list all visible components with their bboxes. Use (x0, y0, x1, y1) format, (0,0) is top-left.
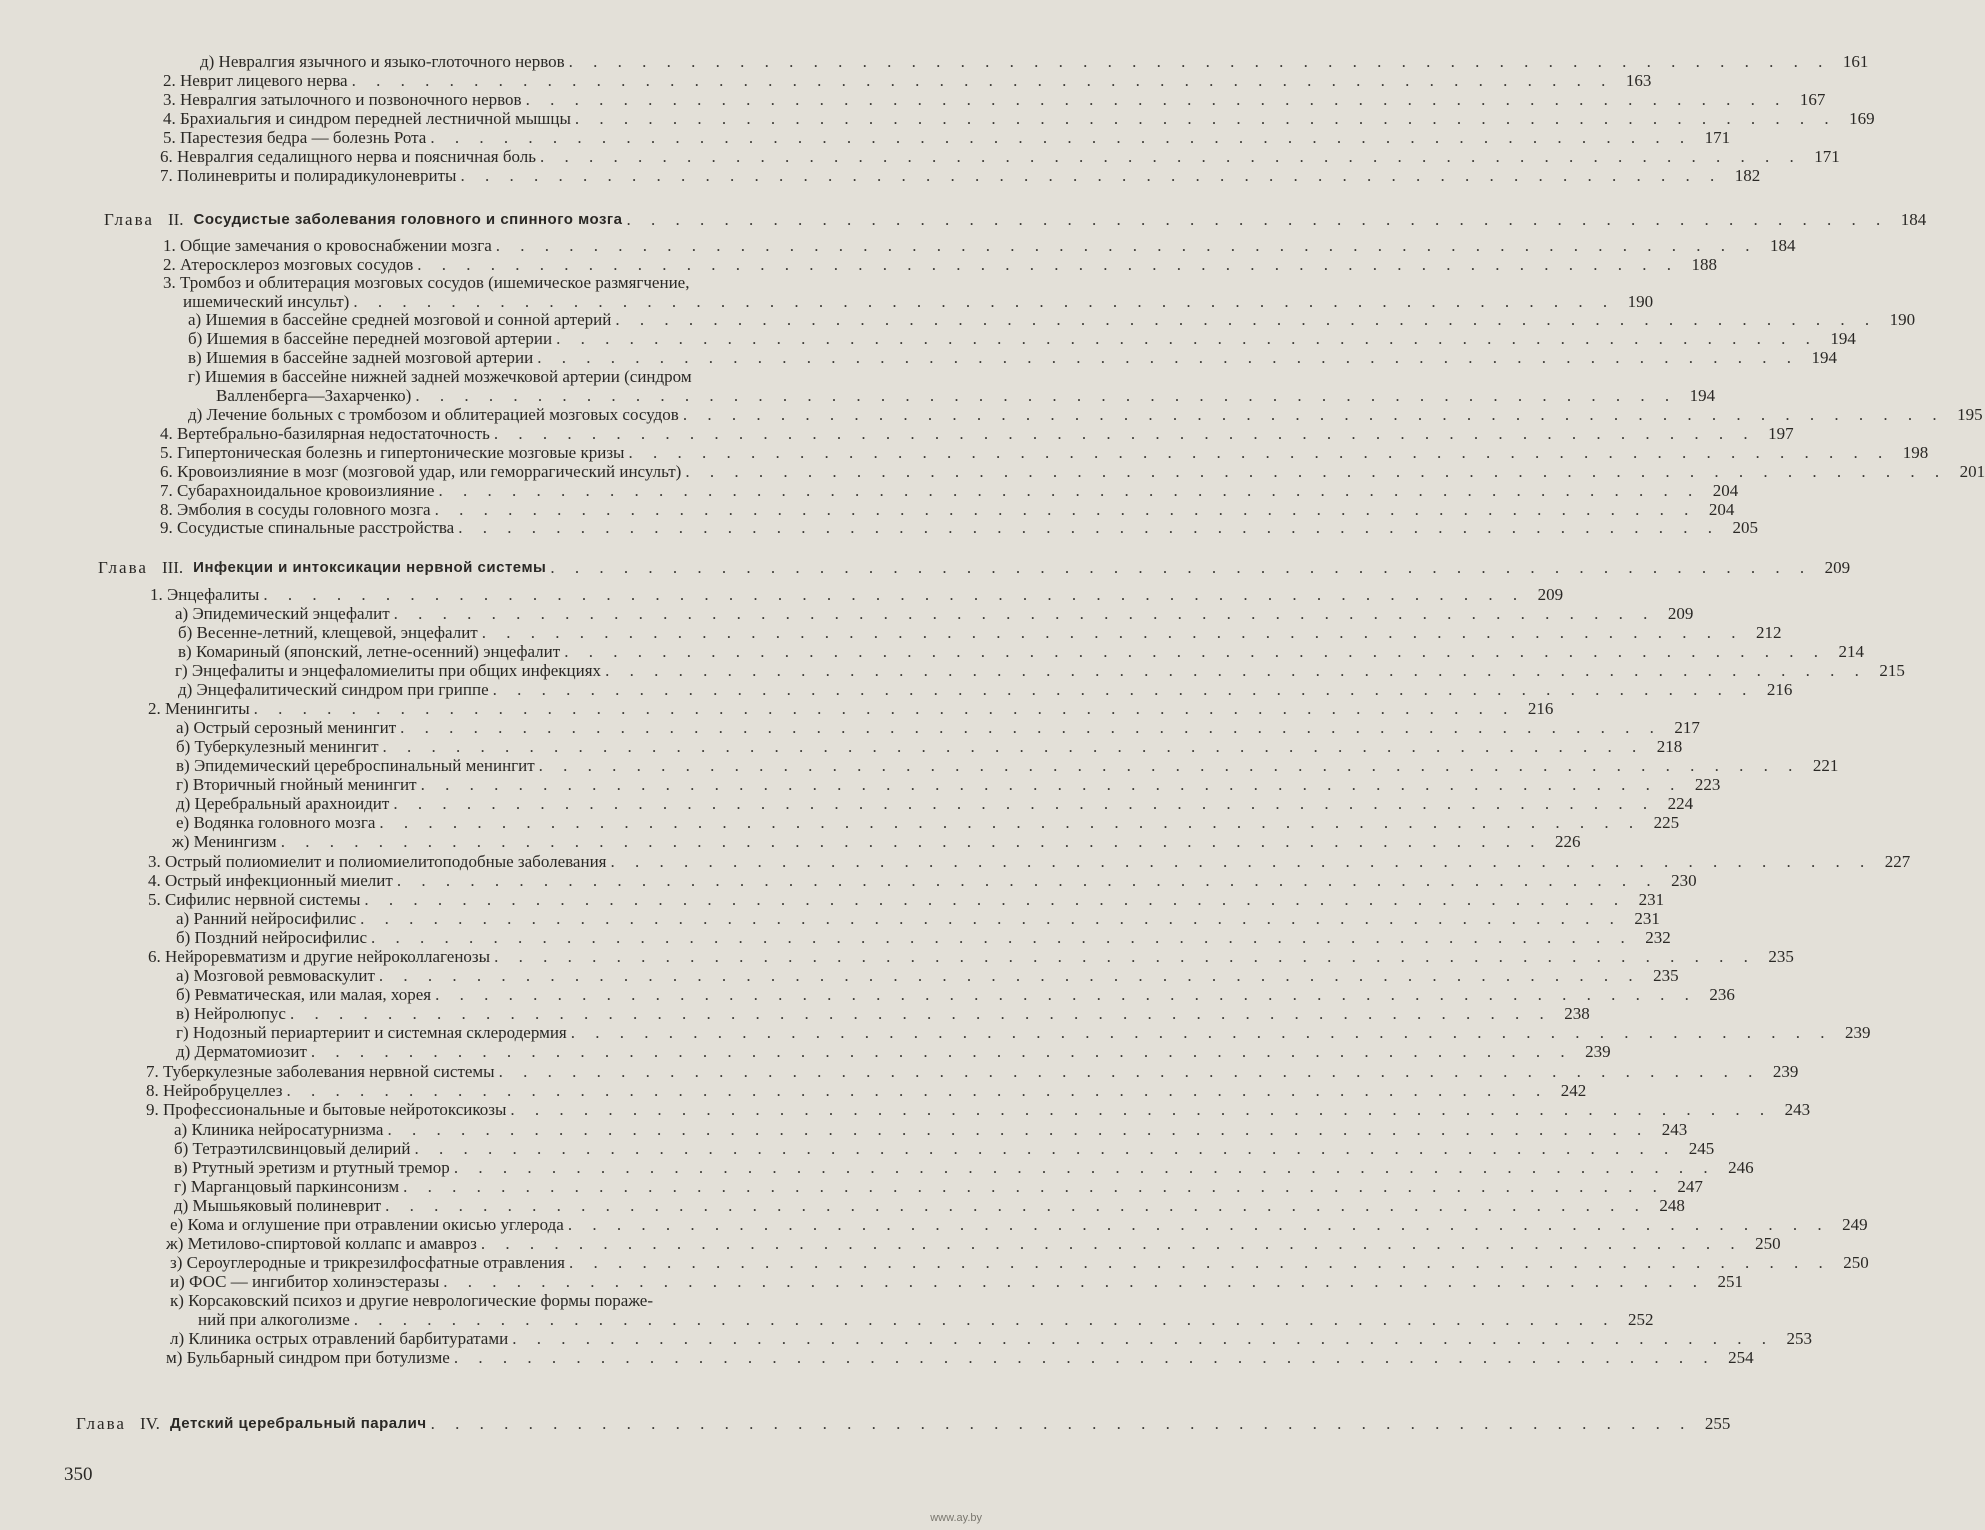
chapter-number: IV. (139, 1414, 160, 1433)
toc-entry-title: а) Клиника нейросатурнизма (174, 1120, 384, 1139)
toc-entry-title: л) Клиника острых отравлений барбитуратами (170, 1329, 509, 1348)
toc-entry-title: ишемический инсульт) (183, 292, 350, 311)
toc-entry[interactable] (160, 424, 1794, 443)
toc-entry[interactable] (188, 310, 1916, 329)
toc-entry-title: в) Ишемия в бассейне задней мозговой артерии (188, 348, 534, 367)
toc-entry[interactable] (176, 1042, 1611, 1061)
dot-leader: . . . . . . . . . . . . . . . . . . . . . . . . . . . . . . . . . . . . . . . . . . . . . . . . . . . . (570, 1023, 1833, 1042)
toc-entry[interactable] (160, 443, 1929, 462)
dot-leader: . . . . . . . . . . . . . . . . . . . . . . . . . . . . . . . . . . . . . . . . . . . . . . . . . . . . (480, 1234, 1743, 1253)
toc-entry[interactable] (166, 1348, 1754, 1367)
dot-leader: . . . . . . . . . . . . . . . . . . . . . . . . . . . . . . . . . . . . . . . . . . . . . . . . . . . . (458, 518, 1720, 537)
dot-leader: . . . . . . . . . . . . . . . . . . . . . . . . . . . . . . . . . . . . . . . . . . . . . . . . . . . . (378, 966, 1641, 985)
page-ref: 221 (1812, 756, 1839, 775)
toc-entry[interactable] (188, 329, 1856, 348)
dot-leader: . . . . . . . . . . . . . . . . . . . . . . . . . . . . . . . . . . . . . . . . . . . . . . . . . . . . (493, 424, 1756, 443)
toc-entry-title: г) Нодозный периартериит и системная склеродермия (176, 1023, 567, 1042)
toc-entry-title: 2. Менингиты (148, 699, 250, 718)
toc-entry-title: б) Тетраэтилсвинцовый делирий (174, 1139, 411, 1158)
dot-leader: . . . . . . . . . . . . . . . . . . . . . . . . . . . . . . . . . . . . . . . . . . . . . . . . . . . . (492, 680, 1755, 699)
toc-entry-title: г) Вторичный гнойный менингит (176, 775, 417, 794)
toc-entry[interactable] (176, 737, 1683, 756)
page-ref: 226 (1554, 832, 1581, 851)
page-ref: 216 (1527, 699, 1554, 718)
dot-leader: . . . . . . . . . . . . . . . . . . . . . . . . . . . . . . . . . . . . . . . . . . . . . . . . . . . . (434, 500, 1697, 519)
toc-entry-title: 3. Невралгия затылочного и позвоночного нервов (163, 90, 522, 109)
page-ref: 236 (1709, 985, 1735, 1004)
dot-leader: . . . . . . . . . . . . . . . . . . . . . . . . . . . . . . . . . . . . . . . . . . . . . . . . . . . . (481, 623, 1744, 642)
dot-leader: . . . . . . . . . . . . . . . . . . . . . . . . . . . . . . . . . . . . . . . . . . . . . . . . . . . . (453, 1158, 1716, 1177)
page-ref: 254 (1728, 1348, 1754, 1367)
page-ref: 242 (1560, 1081, 1587, 1100)
toc-entry-title: а) Эпидемический энцефалит (175, 604, 390, 623)
toc-entry[interactable] (148, 871, 1697, 890)
page-ref: 212 (1755, 623, 1782, 642)
chapter-title: Сосудистые заболевания головного и спинного мозга (193, 211, 623, 228)
page-ref: 253 (1786, 1329, 1812, 1348)
dot-leader: . . . . . . . . . . . . . . . . . . . . . . . . . . . . . . . . . . . . . . . . . . . . . . . . . . . . (568, 1253, 1831, 1272)
page-ref: 251 (1717, 1272, 1743, 1291)
page-ref: 249 (1842, 1215, 1868, 1234)
page-ref: 169 (1849, 109, 1875, 128)
toc-entry[interactable] (176, 718, 1700, 737)
toc-entry[interactable] (178, 680, 1793, 699)
dot-leader: . . . . . . . . . . . . . . . . . . . . . . . . . . . . . . . . . . . . . . . . . . . . . . . . . . . . (400, 718, 1662, 737)
page-ref: 204 (1712, 481, 1739, 500)
page-ref: 182 (1734, 166, 1761, 185)
chapter-label: Глава (98, 558, 148, 577)
dot-leader: . . . . . . . . . . . . . . . . . . . . . . . . . . . . . . . . . . . . . . . . . . . . . . . . . . . . (438, 481, 1701, 500)
dot-leader: . . . . . . . . . . . . . . . . . . . . . . . . . . . . . . . . . . . . . . . . . . . . . . . . . . . . (417, 255, 1679, 274)
dot-leader: . . . . . . . . . . . . . . . . . . . . . . . . . . . . . . . . . . . . . . . . . . . . . . . . . . . . (682, 405, 1945, 424)
toc-entry[interactable] (178, 642, 1864, 661)
page-ref: 255 (1704, 1414, 1731, 1433)
page-ref: 227 (1884, 852, 1911, 871)
toc-entry-title: з) Сероуглеродные и трикрезилфосфатные отравления (170, 1253, 565, 1272)
page-ref: 214 (1838, 642, 1864, 661)
toc-entry[interactable] (176, 928, 1671, 947)
dot-leader: . . . . . . . . . . . . . . . . . . . . . . . . . . . . . . . . . . . . . . . . . . . . . . . . . . . . (310, 1042, 1573, 1061)
toc-entry-title: е) Кома и оглушение при отравлении окисью углерода (170, 1215, 564, 1234)
toc-entry-title: 1. Энцефалиты (150, 585, 260, 604)
dot-leader: . . . . . . . . . . . . . . . . . . . . . . . . . . . . . . . . . . . . . . . . . . . . . . . . . . . . (498, 1062, 1761, 1081)
page-ref: 218 (1656, 737, 1683, 756)
toc-entry[interactable] (148, 890, 1665, 909)
dot-leader: . . . . . . . . . . . . . . . . . . . . . . . . . . . . . . . . . . . . . . . . . . . . . . . . . . . . (415, 386, 1678, 405)
toc-entry[interactable] (160, 462, 1985, 481)
toc-entry-title: и) ФОС — ингибитор холинэстеразы (170, 1272, 440, 1291)
toc-entry[interactable] (174, 1139, 1715, 1158)
page-ref: 209 (1824, 558, 1851, 577)
dot-leader: . . . . . . . . . . . . . . . . . . . . . . . . . . . . . . . . . . . . . . . . . . . . . . . . . . . . (393, 604, 1656, 623)
dot-leader: . . . . . . . . . . . . . . . . . . . . . . . . . . . . . . . . . . . . . . . . . . . . . . . . . . . . (387, 1120, 1650, 1139)
toc-entry-title: 2. Неврит лицевого нерва (163, 71, 348, 90)
page-ref: 246 (1728, 1158, 1754, 1177)
toc-entry[interactable] (170, 1329, 1812, 1348)
dot-leader: . . . . . . . . . . . . . . . . . . . . . . . . . . . . . . . . . . . . . . . . . . . . . . . . . . . . (626, 210, 1889, 229)
toc-entry[interactable] (160, 500, 1735, 519)
toc-entry-line: 3. Тромбоз и облитерация мозговых сосудов (ишемическое размягчение, (163, 273, 690, 292)
toc-entry-title: б) Ишемия в бассейне передней мозговой артерии (188, 329, 553, 348)
page-ref: 163 (1625, 71, 1652, 90)
toc-entry-title: г) Энцефалиты и энцефаломиелиты при общих инфекциях (175, 661, 602, 680)
toc-entry[interactable] (150, 585, 1564, 604)
dot-leader: . . . . . . . . . . . . . . . . . . . . . . . . . . . . . . . . . . . . . . . . . . . . . . . . . . . . (430, 128, 1693, 147)
page-ref: 239 (1845, 1023, 1871, 1042)
dot-leader: . . . . . . . . . . . . . . . . . . . . . . . . . . . . . . . . . . . . . . . . . . . . . . . . . . . . (360, 909, 1622, 928)
chapter-title: Детский церебральный паралич (169, 1415, 427, 1432)
toc-entry[interactable] (188, 348, 1838, 367)
page-ref: 231 (1634, 909, 1660, 928)
dot-leader: . . . . . . . . . . . . . . . . . . . . . . . . . . . . . . . . . . . . . . . . . . . . . . . . . . . . (280, 832, 1543, 851)
page-ref: 167 (1799, 90, 1826, 109)
dot-leader: . . . . . . . . . . . . . . . . . . . . . . . . . . . . . . . . . . . . . . . . . . . . . . . . . . . . (353, 1310, 1616, 1329)
toc-entry[interactable] (163, 90, 1826, 109)
toc-entry[interactable] (160, 166, 1761, 185)
toc-entry-title: д) Церебральный арахноидит (176, 794, 390, 813)
dot-leader: . . . . . . . . . . . . . . . . . . . . . . . . . . . . . . . . . . . . . . . . . . . . . . . . . . . . (550, 558, 1813, 577)
toc-entry-title: 6. Невралгия седалищного нерва и поясничная боль (160, 147, 537, 166)
toc-entry[interactable] (176, 775, 1721, 794)
toc-entry[interactable] (163, 236, 1796, 255)
toc-entry-title: 6. Нейроревматизм и другие нейроколлагенозы (148, 947, 491, 966)
toc-entry[interactable] (198, 1310, 1654, 1329)
page-ref: 215 (1879, 661, 1905, 680)
page-ref: 209 (1667, 604, 1694, 623)
dot-leader: . . . . . . . . . . . . . . . . . . . . . . . . . . . . . . . . . . . . . . . . . . . . . . . . . . . . (525, 90, 1788, 109)
page-ref: 230 (1671, 871, 1697, 890)
dot-leader: . . . . . . . . . . . . . . . . . . . . . . . . . . . . . . . . . . . . . . . . . . . . . . . . . . . . (538, 756, 1801, 775)
dot-leader: . . . . . . . . . . . . . . . . . . . . . . . . . . . . . . . . . . . . . . . . . . . . . . . . . . . . (494, 947, 1756, 966)
page-ref: 216 (1766, 680, 1793, 699)
page-ref: 239 (1772, 1062, 1799, 1081)
toc-entry-title: 7. Субарахноидальное кровоизлияние (160, 481, 435, 500)
toc-entry[interactable] (174, 1196, 1685, 1215)
toc-entry[interactable] (172, 832, 1581, 851)
page-ref: 235 (1653, 966, 1679, 985)
dot-leader: . . . . . . . . . . . . . . . . . . . . . . . . . . . . . . . . . . . . . . . . . . . . . . . . . . . . (414, 1139, 1677, 1158)
page-ref: 204 (1708, 500, 1735, 519)
dot-leader: . . . . . . . . . . . . . . . . . . . . . . . . . . . . . . . . . . . . . . . . . . . . . . . . . . . . (495, 236, 1758, 255)
page-ref: 243 (1661, 1120, 1688, 1139)
dot-leader: . . . . . . . . . . . . . . . . . . . . . . . . . . . . . . . . . . . . . . . . . . . . . . . . . . . . (420, 775, 1683, 794)
page-ref: 245 (1688, 1139, 1715, 1158)
page-ref: 238 (1564, 1004, 1590, 1023)
dot-leader: . . . . . . . . . . . . . . . . . . . . . . . . . . . . . . . . . . . . . . . . . . . . . . . . . . . . (289, 1004, 1552, 1023)
toc-entry-title: 5. Гипертоническая болезнь и гипертонические мозговые кризы (160, 443, 625, 462)
toc-entry-title: 8. Нейробруцеллез (146, 1081, 283, 1100)
toc-entry[interactable] (176, 756, 1839, 775)
toc-entry[interactable] (176, 985, 1735, 1004)
dot-leader: . . . . . . . . . . . . . . . . . . . . . . . . . . . . . . . . . . . . . . . . . . . . . . . . . . . . (443, 1272, 1705, 1291)
toc-entry-title: 7. Полиневриты и полирадикулоневриты (160, 166, 457, 185)
dot-leader: . . . . . . . . . . . . . . . . . . . . . . . . . . . . . . . . . . . . . . . . . . . . . . . . . . . . (460, 166, 1723, 185)
page-ref: 184 (1770, 236, 1796, 255)
dot-leader: . . . . . . . . . . . . . . . . . . . . . . . . . . . . . . . . . . . . . . . . . . . . . . . . . . . . (605, 661, 1867, 680)
page-ref: 171 (1704, 128, 1731, 147)
toc-entry[interactable] (178, 623, 1782, 642)
toc-entry[interactable] (176, 1023, 1871, 1042)
toc-entry-line: к) Корсаковский психоз и другие неврологические формы пораже- (170, 1291, 654, 1310)
toc-entry-line: г) Ишемия в бассейне нижней задней мозжечковой артерии (синдром (188, 367, 692, 386)
toc-entry[interactable] (146, 1081, 1587, 1100)
dot-leader: . . . . . . . . . . . . . . . . . . . . . . . . . . . . . . . . . . . . . . . . . . . . . . . . . . . . (568, 52, 1831, 71)
dot-leader: . . . . . . . . . . . . . . . . . . . . . . . . . . . . . . . . . . . . . . . . . . . . . . . . . . . . (610, 852, 1873, 871)
page-ref: 250 (1843, 1253, 1869, 1272)
toc-entry[interactable] (176, 794, 1694, 813)
chapter-heading[interactable] (98, 558, 1851, 577)
toc-entry[interactable] (174, 1120, 1688, 1139)
dot-leader: . . . . . . . . . . . . . . . . . . . . . . . . . . . . . . . . . . . . . . . . . . . . . . . . . . . . (574, 109, 1837, 128)
toc-entry[interactable] (176, 909, 1660, 928)
toc-entry-title: д) Мышьяковый полиневрит (174, 1196, 382, 1215)
toc-entry-title: 4. Брахиальгия и синдром передней лестничной мышцы (163, 109, 571, 128)
dot-leader: . . . . . . . . . . . . . . . . . . . . . . . . . . . . . . . . . . . . . . . . . . . . . . . . . . . . (567, 1215, 1830, 1234)
toc-entry[interactable] (175, 604, 1694, 623)
page-ref: 252 (1628, 1310, 1654, 1329)
toc-entry-title: а) Ишемия в бассейне средней мозговой и сонной артерий (188, 310, 612, 329)
toc-entry-title: 7. Туберкулезные заболевания нервной системы (146, 1062, 495, 1081)
toc-entry[interactable] (176, 1004, 1590, 1023)
toc-entry-title: д) Невралгия язычного и языко-глоточного нервов (200, 52, 565, 71)
dot-leader: . . . . . . . . . . . . . . . . . . . . . . . . . . . . . . . . . . . . . . . . . . . . . . . . . . . . (403, 1177, 1665, 1196)
page-ref: 190 (1889, 310, 1916, 329)
toc-entry[interactable] (160, 147, 1840, 166)
toc-entry-title: а) Ранний нейросифилис (176, 909, 357, 928)
page-ref: 194 (1830, 329, 1856, 348)
chapter-title: Инфекции и интоксикации нервной системы (193, 559, 547, 576)
toc-entry[interactable] (170, 1253, 1869, 1272)
page-ref: 250 (1755, 1234, 1781, 1253)
toc-entry[interactable] (174, 1177, 1703, 1196)
page-ref: 205 (1732, 518, 1758, 537)
toc-entry[interactable] (148, 699, 1554, 718)
dot-leader: . . . . . . . . . . . . . . . . . . . . . . . . . . . . . . . . . . . . . . . . . . . . . . . . . . . . (512, 1329, 1774, 1348)
toc-entry-title: 2. Атеросклероз мозговых сосудов (163, 255, 414, 274)
chapter-heading[interactable] (104, 210, 1927, 229)
page-ref: 194 (1811, 348, 1838, 367)
toc-entry-title: б) Весенне-летний, клещевой, энцефалит (178, 623, 478, 642)
dot-leader: . . . . . . . . . . . . . . . . . . . . . . . . . . . . . . . . . . . . . . . . . . . . . . . . . . . . (382, 737, 1645, 756)
toc-entry-title: 4. Вертебрально-базилярная недостаточность (160, 424, 490, 443)
dot-leader: . . . . . . . . . . . . . . . . . . . . . . . . . . . . . . . . . . . . . . . . . . . . . . . . . . . . (396, 871, 1659, 890)
toc-entry-title: 8. Эмболия в сосуды головного мозга (160, 500, 431, 519)
dot-leader: . . . . . . . . . . . . . . . . . . . . . . . . . . . . . . . . . . . . . . . . . . . . . . . . . . . . (370, 928, 1633, 947)
dot-leader: . . . . . . . . . . . . . . . . . . . . . . . . . . . . . . . . . . . . . . . . . . . . . . . . . . . . (430, 1414, 1693, 1433)
page-ref: 201 (1959, 462, 1985, 481)
toc-entry-title: Валленберга—Захарченко) (216, 386, 412, 405)
chapter-number: III. (161, 558, 184, 577)
toc-entry[interactable] (170, 1272, 1743, 1291)
toc-entry-title: в) Комариный (японский, летне-осенний) энцефалит (178, 642, 561, 661)
dot-leader: . . . . . . . . . . . . . . . . . . . . . . . . . . . . . . . . . . . . . . . . . . . . . . . . . . . . (385, 1196, 1647, 1215)
page-ref: 198 (1902, 443, 1929, 462)
toc-entry-title: г) Марганцовый паркинсонизм (174, 1177, 400, 1196)
toc-entry[interactable] (148, 852, 1911, 871)
toc-entry[interactable] (146, 1100, 1811, 1119)
dot-leader: . . . . . . . . . . . . . . . . . . . . . . . . . . . . . . . . . . . . . . . . . . . . . . . . . . . . (685, 462, 1948, 481)
dot-leader: . . . . . . . . . . . . . . . . . . . . . . . . . . . . . . . . . . . . . . . . . . . . . . . . . . . . (556, 329, 1818, 348)
page-ref: 184 (1900, 210, 1927, 229)
toc-entry-title: 5. Парестезия бедра — болезнь Рота (163, 128, 427, 147)
toc-entry[interactable] (163, 128, 1731, 147)
dot-leader: . . . . . . . . . . . . . . . . . . . . . . . . . . . . . . . . . . . . . . . . . . . . . . . . . . . . (263, 585, 1526, 604)
toc-entry[interactable] (176, 966, 1679, 985)
toc-entry-title: 1. Общие замечания о кровоснабжении мозга (163, 236, 492, 255)
chapter-label: Глава (76, 1414, 126, 1433)
page-ref: 247 (1677, 1177, 1703, 1196)
chapter-label: Глава (104, 210, 154, 229)
toc-entry-title: б) Туберкулезный менингит (176, 737, 379, 756)
toc-entry-title: 4. Острый инфекционный миелит (148, 871, 393, 890)
dot-leader: . . . . . . . . . . . . . . . . . . . . . . . . . . . . . . . . . . . . . . . . . . . . . . . . . . . . (540, 147, 1802, 166)
page-ref: 235 (1768, 947, 1794, 966)
toc-entry[interactable] (174, 1158, 1754, 1177)
dot-leader: . . . . . . . . . . . . . . . . . . . . . . . . . . . . . . . . . . . . . . . . . . . . . . . . . . . . (286, 1081, 1549, 1100)
dot-leader: . . . . . . . . . . . . . . . . . . . . . . . . . . . . . . . . . . . . . . . . . . . . . . . . . . . . (615, 310, 1878, 329)
page-ref: 232 (1645, 928, 1671, 947)
toc-entry-title: а) Острый серозный менингит (176, 718, 397, 737)
page-ref: 188 (1691, 255, 1717, 274)
toc-entry-title: 3. Острый полиомиелит и полиомиелитоподобные заболевания (148, 852, 607, 871)
page-ref: 225 (1653, 813, 1680, 832)
dot-leader: . . . . . . . . . . . . . . . . . . . . . . . . . . . . . . . . . . . . . . . . . . . . . . . . . . . . (435, 985, 1697, 1004)
toc-entry-title: 6. Кровоизлияние в мозг (мозговой удар, или геморрагический инсульт) (160, 462, 682, 481)
dot-leader: . . . . . . . . . . . . . . . . . . . . . . . . . . . . . . . . . . . . . . . . . . . . . . . . . . . . (379, 813, 1642, 832)
toc-entry[interactable] (216, 386, 1716, 405)
toc-entry[interactable] (148, 947, 1794, 966)
chapter-number: II. (167, 210, 184, 229)
page-ref: 243 (1784, 1100, 1811, 1119)
toc-entry[interactable] (166, 1234, 1781, 1253)
dot-leader: . . . . . . . . . . . . . . . . . . . . . . . . . . . . . . . . . . . . . . . . . . . . . . . . . . . . (564, 642, 1826, 661)
toc-entry[interactable] (163, 255, 1717, 274)
toc-entry[interactable] (175, 661, 1905, 680)
toc-entry-title: ж) Метилово-спиртовой коллапс и амавроз (166, 1234, 477, 1253)
toc-entry-title: д) Дерматомиозит (176, 1042, 307, 1061)
chapter-heading[interactable] (76, 1414, 1731, 1433)
page-ref: 231 (1638, 890, 1665, 909)
dot-leader: . . . . . . . . . . . . . . . . . . . . . . . . . . . . . . . . . . . . . . . . . . . . . . . . . . . . (353, 292, 1616, 311)
page-number: 350 (64, 1464, 93, 1485)
toc-entry-title: 5. Сифилис нервной системы (148, 890, 361, 909)
toc-entry-title: ж) Менингизм (172, 832, 277, 851)
toc-entry-title: б) Ревматическая, или малая, хорея (176, 985, 432, 1004)
toc-entry[interactable] (183, 292, 1654, 311)
toc-entry-title: 9. Сосудистые спинальные расстройства (160, 518, 455, 537)
toc-entry-title: ний при алкоголизме (198, 1310, 350, 1329)
toc-entry-title: 9. Профессиональные и бытовые нейротоксикозы (146, 1100, 507, 1119)
dot-leader: . . . . . . . . . . . . . . . . . . . . . . . . . . . . . . . . . . . . . . . . . . . . . . . . . . . . (537, 348, 1800, 367)
toc-entry-title: а) Мозговой ревмоваскулит (176, 966, 375, 985)
toc-entry[interactable] (188, 405, 1983, 424)
page-ref: 197 (1768, 424, 1794, 443)
dot-leader: . . . . . . . . . . . . . . . . . . . . . . . . . . . . . . . . . . . . . . . . . . . . . . . . . . . . (364, 890, 1627, 909)
page-ref: 195 (1957, 405, 1983, 424)
toc-entry[interactable] (160, 518, 1758, 537)
toc-entry[interactable] (160, 481, 1739, 500)
toc-entry-title: в) Ртутный эретизм и ртутный тремор (174, 1158, 450, 1177)
dot-leader: . . . . . . . . . . . . . . . . . . . . . . . . . . . . . . . . . . . . . . . . . . . . . . . . . . . . (393, 794, 1656, 813)
toc-entry-title: д) Лечение больных с тромбозом и облитерацией мозговых сосудов (188, 405, 679, 424)
toc-entry[interactable] (170, 1215, 1868, 1234)
page-ref: 171 (1814, 147, 1840, 166)
dot-leader: . . . . . . . . . . . . . . . . . . . . . . . . . . . . . . . . . . . . . . . . . . . . . . . . . . . . (253, 699, 1516, 718)
page-ref: 217 (1674, 718, 1700, 737)
page-ref: 190 (1627, 292, 1654, 311)
toc-entry-title: б) Поздний нейросифилис (176, 928, 367, 947)
toc-entry-title: д) Энцефалитический синдром при гриппе (178, 680, 489, 699)
dot-leader: . . . . . . . . . . . . . . . . . . . . . . . . . . . . . . . . . . . . . . . . . . . . . . . . . . . . (510, 1100, 1773, 1119)
page-ref: 209 (1537, 585, 1564, 604)
toc-entry-title: в) Нейролюпус (176, 1004, 286, 1023)
page-ref: 239 (1585, 1042, 1611, 1061)
page-ref: 194 (1689, 386, 1716, 405)
dot-leader: . . . . . . . . . . . . . . . . . . . . . . . . . . . . . . . . . . . . . . . . . . . . . . . . . . . . (453, 1348, 1716, 1367)
toc-entry[interactable] (146, 1062, 1799, 1081)
toc-entry[interactable] (200, 52, 1869, 71)
toc-entry[interactable] (163, 109, 1875, 128)
page-ref: 248 (1659, 1196, 1685, 1215)
page-ref: 161 (1842, 52, 1869, 71)
toc-entry-title: в) Эпидемический цереброспинальный менингит (176, 756, 535, 775)
page-ref: 224 (1667, 794, 1694, 813)
watermark: www.ay.by (930, 1512, 982, 1524)
toc-entry[interactable] (163, 71, 1652, 90)
dot-leader: . . . . . . . . . . . . . . . . . . . . . . . . . . . . . . . . . . . . . . . . . . . . . . . . . . . . (628, 443, 1891, 462)
toc-entry-title: м) Бульбарный синдром при ботулизме (166, 1348, 450, 1367)
page-ref: 223 (1694, 775, 1721, 794)
dot-leader: . . . . . . . . . . . . . . . . . . . . . . . . . . . . . . . . . . . . . . . . . . . . . . . . . . . . (351, 71, 1614, 90)
toc-entry[interactable] (176, 813, 1680, 832)
toc-entry-title: е) Водянка головного мозга (176, 813, 376, 832)
